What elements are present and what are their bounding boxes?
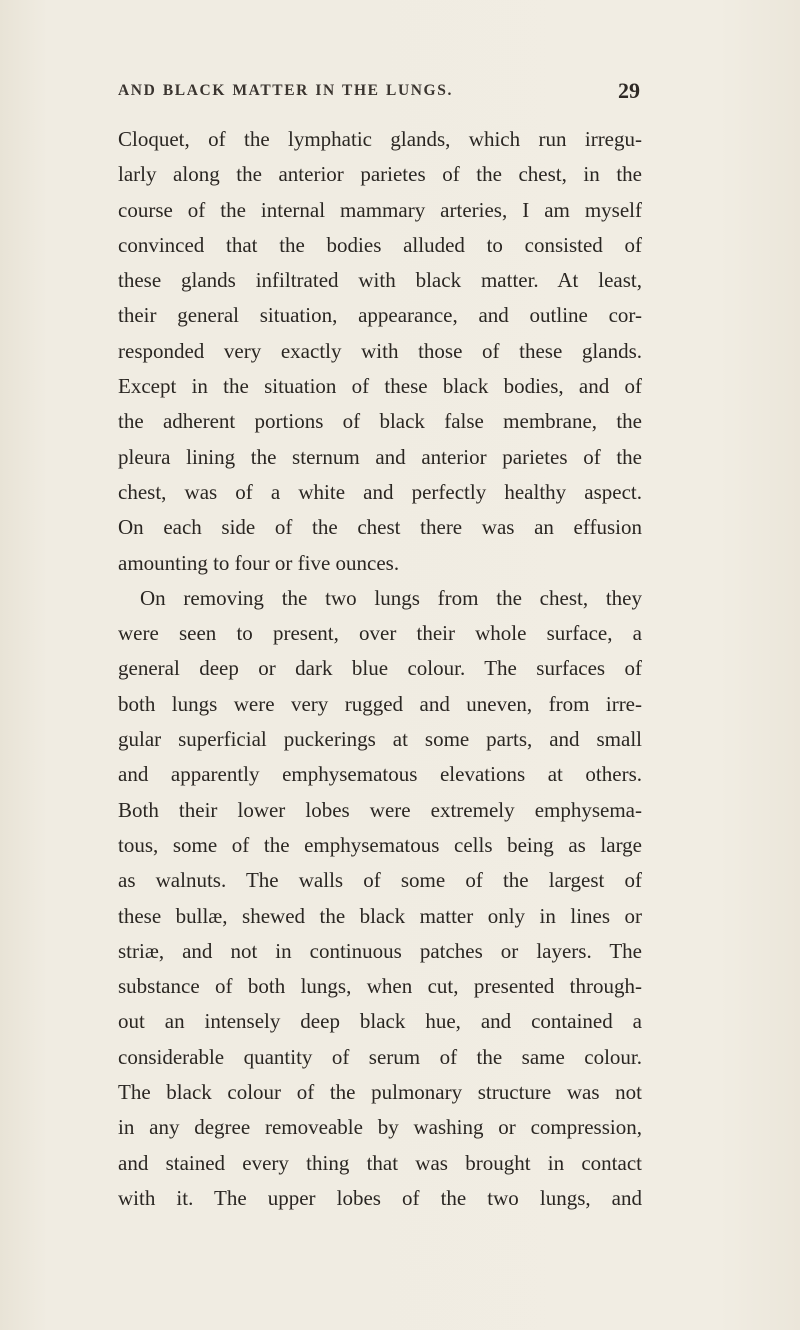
text-line: both lungs were very rugged and uneven, from irre-: [118, 691, 642, 716]
text-line: and apparently emphysematous elevations at others.: [118, 762, 642, 787]
running-head-title: AND BLACK MATTER IN THE LUNGS.: [118, 82, 453, 99]
text-line: course of the internal mammary arteries, I am myself: [118, 197, 642, 222]
text-line: out an intensely deep black hue, and contained a: [118, 1009, 642, 1034]
text-line: general deep or dark blue colour. The surfaces of: [118, 656, 642, 681]
page-number: 29: [618, 78, 640, 103]
running-head: [118, 78, 640, 108]
text-line: Both their lower lobes were extremely emphysema-: [118, 797, 642, 822]
text-line: in any degree removeable by washing or compression,: [118, 1115, 642, 1140]
text-line: their general situation, appearance, and outline cor-: [118, 303, 642, 328]
text-line: On each side of the chest there was an effusion: [118, 515, 642, 540]
text-line: convinced that the bodies alluded to consisted of: [118, 232, 642, 257]
text-line: pleura lining the sternum and anterior parietes of the: [118, 444, 642, 469]
text-line: these glands infiltrated with black matter. At least,: [118, 268, 642, 293]
text-line: striæ, and not in continuous patches or layers. The: [118, 938, 642, 963]
text-line: with it. The upper lobes of the two lungs, and: [118, 1185, 642, 1210]
text-line: responded very exactly with those of these glands.: [118, 338, 642, 363]
text-line: the adherent portions of black false membrane, the: [118, 409, 642, 434]
text-line: substance of both lungs, when cut, presented through-: [118, 974, 642, 999]
text-line: and stained every thing that was brought in contact: [118, 1150, 642, 1175]
body-text: [118, 122, 642, 1216]
text-line: these bullæ, shewed the black matter only in lines or: [118, 903, 642, 928]
text-line: as walnuts. The walls of some of the largest of: [118, 868, 642, 893]
text-line: tous, some of the emphysematous cells being as large: [118, 832, 642, 857]
text-line: gular superficial puckerings at some parts, and small: [118, 727, 642, 752]
text-line: Except in the situation of these black bodies, and of: [118, 374, 642, 399]
text-line: The black colour of the pulmonary structure was not: [118, 1080, 642, 1105]
text-line: larly along the anterior parietes of the chest, in the: [118, 162, 642, 187]
text-line: amounting to four or five ounces.: [118, 550, 400, 575]
text-line: Cloquet, of the lymphatic glands, which run irregu-: [118, 127, 642, 151]
text-line: chest, was of a white and perfectly healthy aspect.: [118, 479, 642, 504]
text-line: were seen to present, over their whole surface, a: [118, 621, 642, 646]
text-line: On removing the two lungs from the chest, they: [140, 585, 642, 610]
text-line: considerable quantity of serum of the same colour.: [118, 1044, 642, 1069]
